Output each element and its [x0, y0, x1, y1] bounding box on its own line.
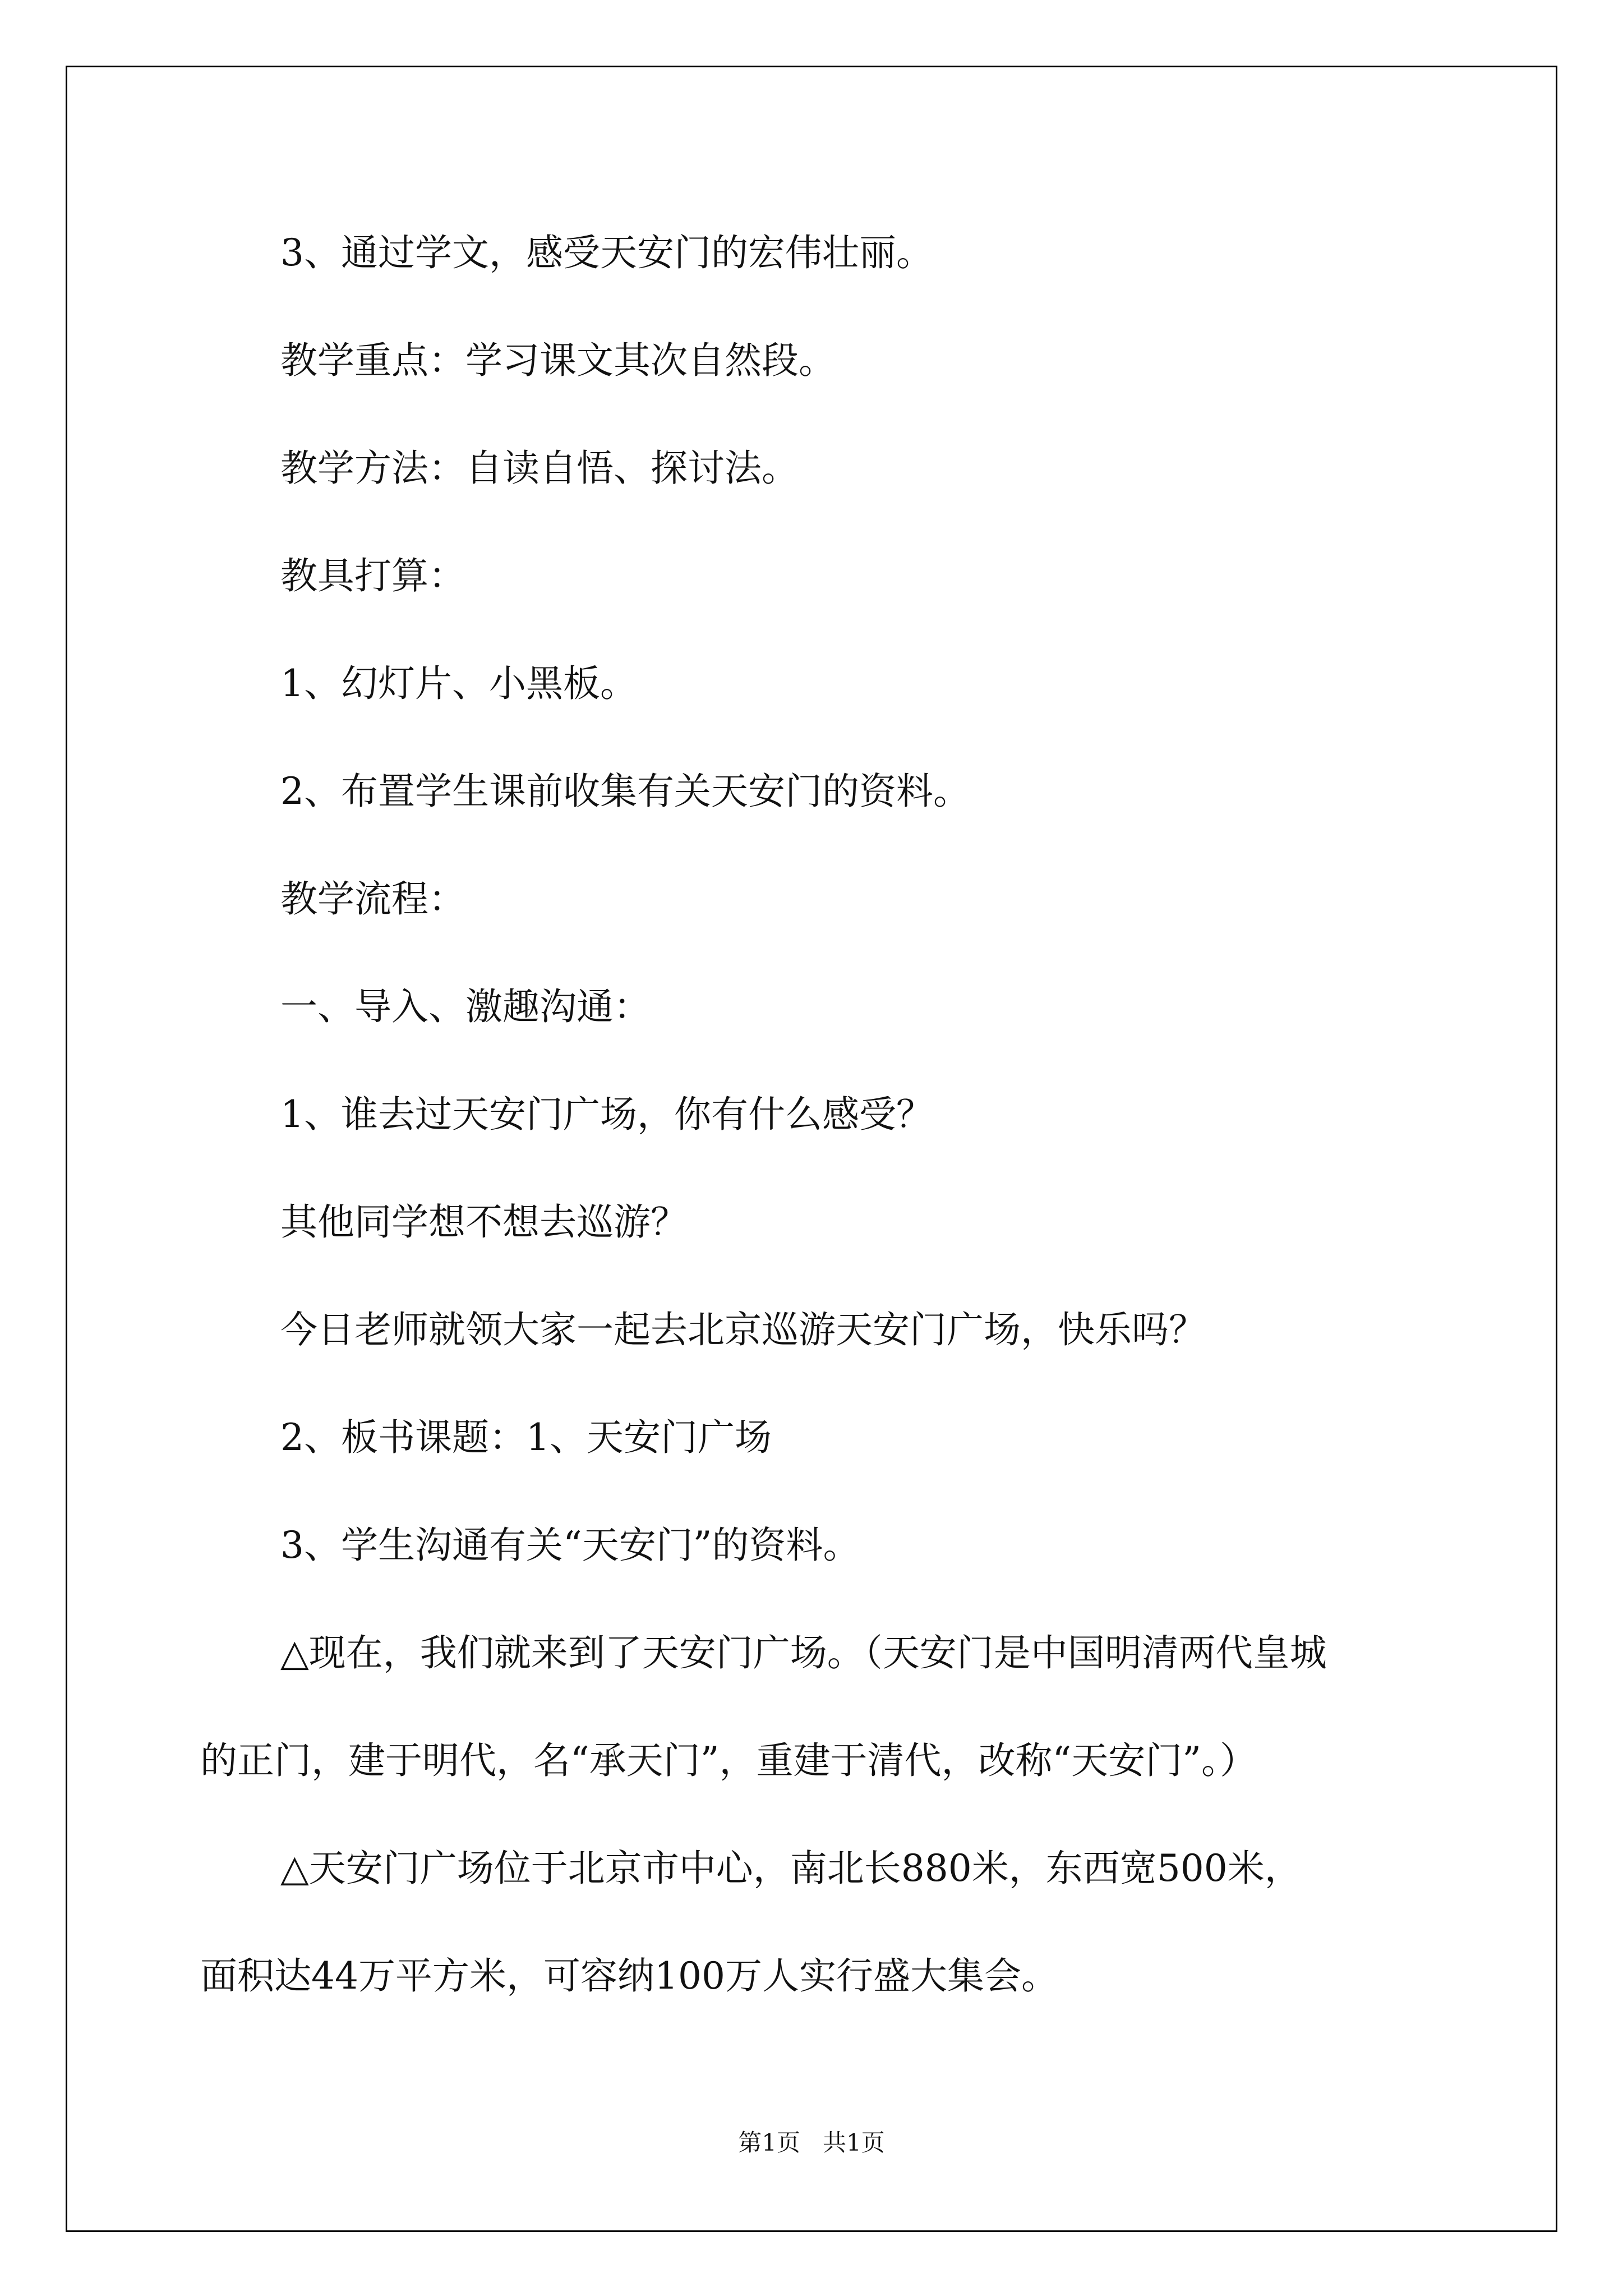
paragraph-section-1: 一、导入、激趣沟通：: [280, 985, 651, 1028]
paragraph-goal-3: 3、通过学文，感受天安门的宏伟壮丽。: [280, 231, 933, 274]
paragraph-method: 教学方法：自读自悟、探讨法。: [280, 447, 799, 490]
paragraph-materials-1: 1、幻灯片、小黑板。: [280, 662, 637, 705]
paragraph-question-2: 其他同学想不想去巡游？: [280, 1200, 688, 1244]
paragraph-board-title: 2、板书课题：1、天安门广场: [280, 1416, 772, 1459]
paragraph-process-heading: 教学流程：: [280, 877, 465, 921]
paragraph-invitation: 今日老师就领大家一起去北京巡游天安门广场，快乐吗？: [280, 1308, 1206, 1351]
paragraph-materials-2: 2、布置学生课前收集有关天安门的资料。: [280, 770, 970, 813]
paragraph-key-point: 教学重点：学习课文其次自然段。: [280, 339, 836, 382]
paragraph-materials-heading: 教具打算：: [280, 554, 465, 597]
page-border: [66, 66, 1557, 2232]
paragraph-square-size-cont: 面积达44万平方米，可容纳100万人实行盛大集会。: [200, 1954, 1058, 1998]
paragraph-share-materials: 3、学生沟通有关“天安门”的资料。: [280, 1524, 860, 1567]
paragraph-square-size: △天安门广场位于北京市中心，南北长880米，东西宽500米，: [280, 1847, 1302, 1890]
paragraph-tiananmen-intro: △现在，我们就来到了天安门广场。（天安门是中国明清两代皇城: [280, 1631, 1327, 1674]
page-number-footer: 第1页 共1页: [738, 2129, 885, 2156]
paragraph-question-1: 1、谁去过天安门广场，你有什么感受？: [280, 1093, 933, 1136]
paragraph-tiananmen-intro-cont: 的正门，建于明代，名“承天门”，重建于清代，改称“天安门”。）: [200, 1739, 1257, 1782]
